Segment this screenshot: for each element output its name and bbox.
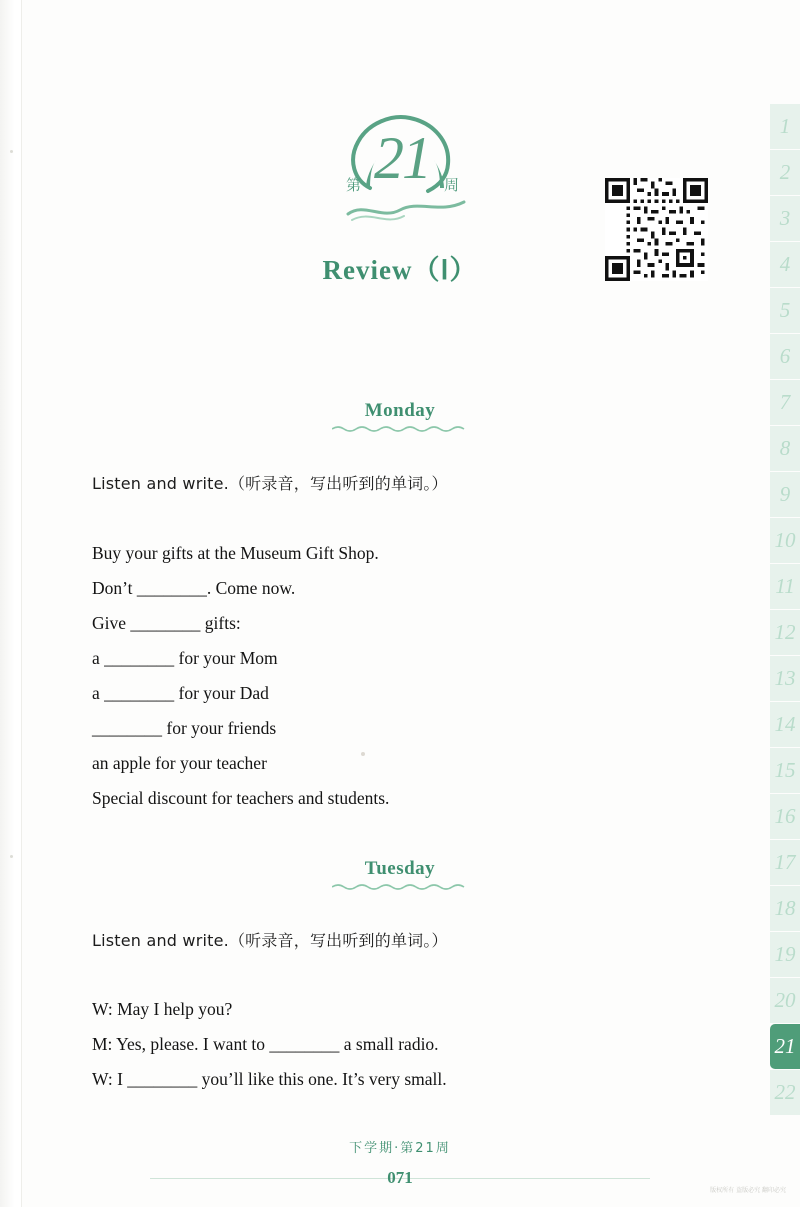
monday-line-1: Buy your gifts at the Museum Gift Shop. [92,543,379,563]
tab-week-13[interactable]: 13 [770,656,800,701]
monday-line-7: an apple for your teacher [92,753,267,773]
monday-line-6: ________ for your friends [92,718,277,738]
day-heading-tuesday: Tuesday [364,858,436,879]
footer-chinese: 下学期·第21周 [349,1141,451,1156]
tab-week-20[interactable]: 20 [770,978,800,1023]
monday-line-4: a ________ for your Mom [92,648,278,668]
tab-week-12[interactable]: 12 [770,610,800,655]
day-underline-tuesday [332,878,468,886]
page-binding-edge [0,0,22,1207]
tab-week-8[interactable]: 8 [770,426,800,471]
tab-week-18[interactable]: 18 [770,886,800,931]
week-tab-index[interactable] [770,104,800,1116]
tab-week-6[interactable]: 6 [770,334,800,379]
instruction-tuesday: Listen and write.（听录音，写出听到的单词。） [92,931,448,950]
day-underline-monday [332,420,468,428]
tab-week-5[interactable]: 5 [770,288,800,333]
tab-week-22[interactable]: 22 [770,1070,800,1115]
paper-speck [361,752,365,756]
week-marker [330,96,480,246]
tab-week-14[interactable]: 14 [770,702,800,747]
monday-line-8: Special discount for teachers and students. [92,788,390,808]
week-suffix-cn: 周 [444,176,460,194]
page-number-wrap [0,1166,800,1190]
tab-week-19[interactable]: 19 [770,932,800,977]
page-number: 071 [387,1168,413,1187]
week-number: 21 [374,125,430,191]
tuesday-line-3: W: I ________ you’ll like this one. It’s very small. [92,1069,447,1089]
tab-week-1[interactable]: 1 [770,104,800,149]
monday-line-3: Give ________ gifts: [92,613,241,633]
tab-week-21[interactable]: 21 [770,1024,800,1069]
tab-week-7[interactable]: 7 [770,380,800,425]
monday-line-2: Don’t ________. Come now. [92,578,296,598]
tab-week-17[interactable]: 17 [770,840,800,885]
tuesday-line-1: W: May I help you? [92,999,233,1019]
tab-week-9[interactable]: 9 [770,472,800,517]
copyright-note: 版权所有 盗版必究 翻印必究 [710,1187,786,1194]
tab-week-3[interactable]: 3 [770,196,800,241]
tab-week-16[interactable]: 16 [770,794,800,839]
monday-line-5: a ________ for your Dad [92,683,269,703]
tab-week-15[interactable]: 15 [770,748,800,793]
tab-week-10[interactable]: 10 [770,518,800,563]
instruction-monday: Listen and write.（听录音，写出听到的单词。） [92,474,448,493]
binding-dot [10,150,13,153]
page-title: Review（Ⅰ） [322,255,478,285]
tab-week-4[interactable]: 4 [770,242,800,287]
week-prefix-cn: 第 [346,176,362,194]
tab-week-11[interactable]: 11 [770,564,800,609]
tuesday-line-2: M: Yes, please. I want to ________ a small radio. [92,1034,439,1054]
tab-week-2[interactable]: 2 [770,150,800,195]
qr-code[interactable] [605,178,708,281]
day-heading-monday: Monday [364,400,436,421]
